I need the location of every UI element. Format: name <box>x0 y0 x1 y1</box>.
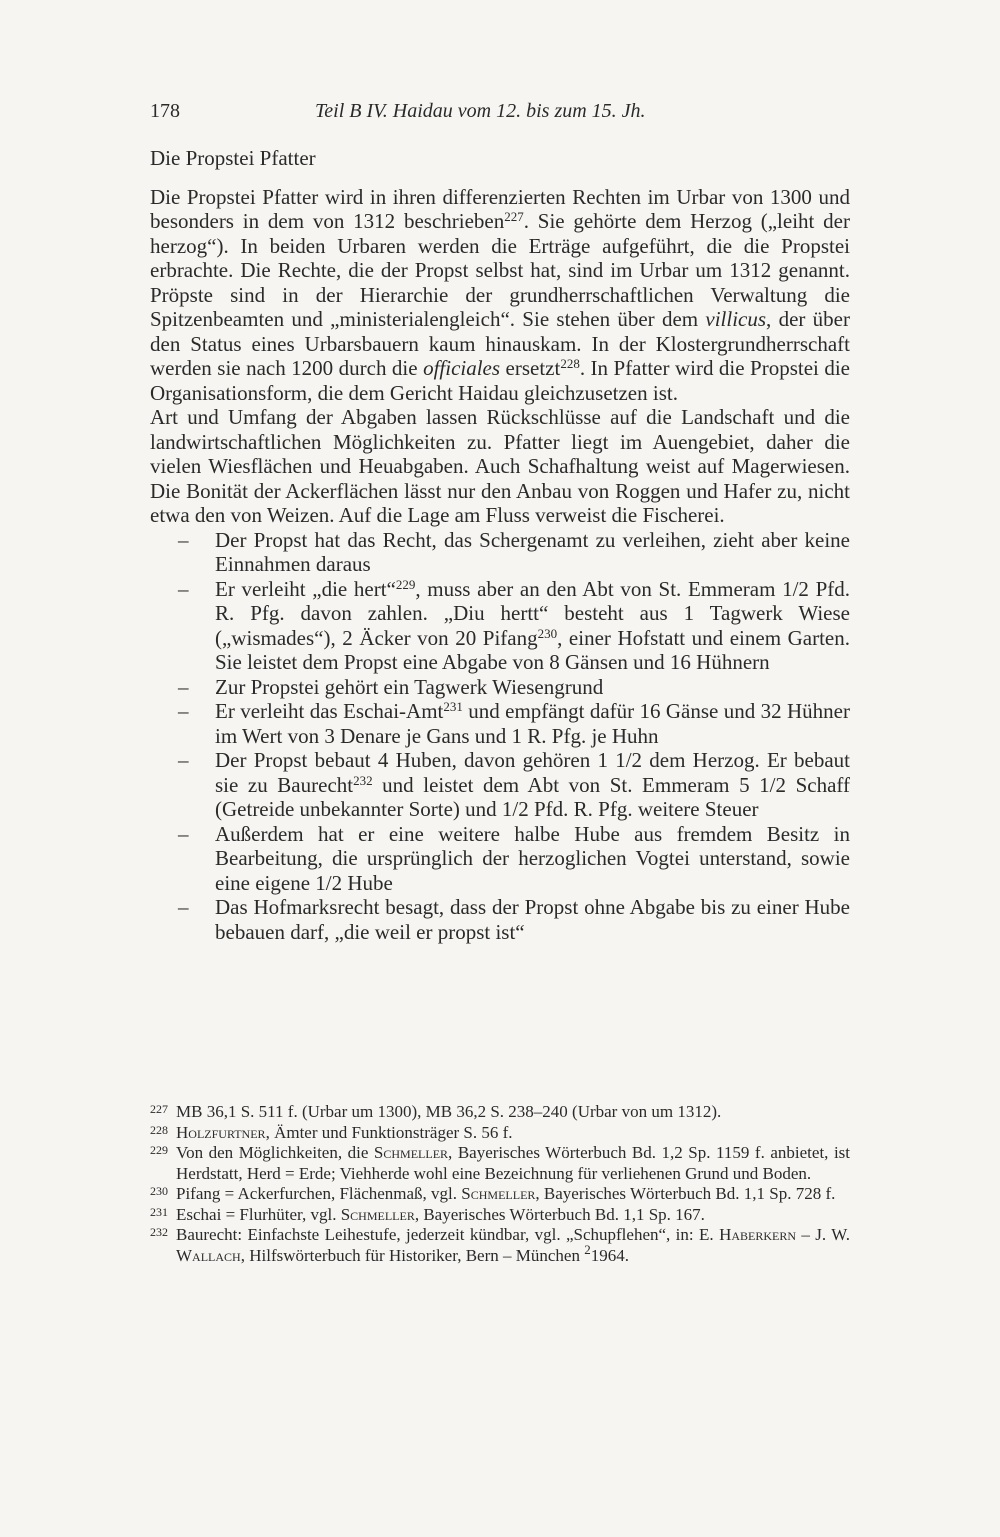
rights-list <box>150 528 850 945</box>
footnote-228: 228 Holzfurtner, Ämter und Funktionsträger S. 56 f. <box>150 1122 513 1142</box>
footnote-ref-227: 227 <box>504 209 524 224</box>
footnote-227: 227 MB 36,1 S. 511 f. (Urbar um 1300), MB 36,2 S. 238–240 (Urbar von um 1312). <box>150 1102 722 1121</box>
list-item: – Der Propst bebaut 4 Huben, davon gehören 1 1/2 dem Herzog. Er bebaut sie zu Baurecht$^{232}$ und leistet dem Abt von St. Emmeram 5 1/2 Schaff (Getreide unbekannter Sorte) und 1/2 Pfd. R. Pfg. weitere Steuer <box>150 748 850 822</box>
footnote-ref-229: 229 <box>395 576 416 592</box>
list-item: – Das Hofmarksrecht besagt, dass der Propst ohne Abgabe bis zu einer Hube bebauen darf, „die weil er propst ist“ <box>150 895 850 944</box>
footnote-ref-232: 232 <box>353 772 373 788</box>
term-villicus: villicus <box>705 307 767 331</box>
main-text <box>150 146 850 944</box>
footnotes <box>150 1102 850 1266</box>
footnote-ref-230: 230 <box>537 625 558 641</box>
footnote-230: 230 Pifang = Ackerfurchen, Flächenmaß, vgl. Schmeller, Bayerisches Wörterbuch Bd. 1,1 Sp. 728 f. <box>150 1184 836 1203</box>
list-item: – Er verleiht „die hert“$^{229}$, muss aber an den Abt von St. Emmeram 1/2 Pfd. R. Pfg. davon zahlen. „Diu hertt“ besteht aus 1 Tagwerk Wiese („wismades“), 2 Äcker von 20 Pifang$^{230}$, einer Hofstatt und einem Garten. Sie leistet dem Propst eine Abgabe von 8 Gänsen und 16 Hühnern <box>150 577 850 675</box>
running-title: Teil B IV. Haidau vom 12. bis zum 15. Jh. <box>315 100 646 122</box>
list-item: – Zur Propstei gehört ein Tagwerk Wiesengrund <box>150 675 850 700</box>
list-item: – Der Propst hat das Recht, das Schergenamt zu verleihen, zieht aber keine Einnahmen daraus <box>150 528 850 577</box>
paragraph-2: Art und Umfang der Abgaben lassen Rückschlüsse auf die Landschaft und die landwirtschaftlichen Möglichkeiten zu. Pfatter liegt im Auengebiet, daher die vielen Wiesflächen und Heuabgaben. Auch Schafhaltung weist auf Magerwiesen. Die Bonität der Ackerflächen lässt nur den Anbau von Roggen und Hafer zu, nicht etwa den von Weizen. Auf die Lage am Fluss verweist die Fischerei. <box>150 405 850 527</box>
list-item: – Er verleiht das Eschai-Amt$^{231}$ und empfängt dafür 16 Gänse und 32 Hühner im Wert von 3 Denare je Gans und 1 R. Pfg. je Huhn <box>150 699 850 748</box>
page-number: 178 <box>150 100 180 122</box>
paragraph-1: Die Propstei Pfatter wird in ihren differenzierten Rechten im Urbar von 1300 und besonders in dem von 1312 beschrieben$^{227}$. Sie gehörte dem Herzog („leiht der herzog“). In beiden Urbaren werden die Erträge aufgeführt, die die Propstei erbrachte. Die Rechte, die der Propst selbst hat, sind im Urbar um 1312 genannt. Pröpste sind in der Hierarchie der grundherrschaftlichen Verwaltung die Spitzenbeamten und „ministerialengleich“. Sie stehen über dem villicus, der über den Status eines Urbarsbauern kaum hinauskam. In der Klostergrundherrschaft werden sie nach 1200 durch die officiales ersetzt$^{228}$. In Pfatter wird die Propstei die Organisationsform, die dem Gericht Haidau gleichzusetzen ist. <box>150 184 850 405</box>
footnote-231: 231 Eschai = Flurhüter, vgl. Schmeller, Bayerisches Wörterbuch Bd. 1,1 Sp. 167. <box>150 1204 705 1224</box>
edition-number: 2 <box>584 1241 591 1257</box>
page-header <box>150 100 850 130</box>
footnote-ref-231: 231 <box>443 699 463 714</box>
footnote-232: 232 Baurecht: Einfachste Leihestufe, jederzeit kündbar, vgl. „Schupflehen“, in: E. Haberkern – J. W. Wallach, Hilfswörterbuch für Historiker, Bern – München $^2$1964. <box>150 1225 851 1265</box>
footnote-229: 229 Von den Möglichkeiten, die Schmeller, Bayerisches Wörterbuch Bd. 1,2 Sp. 1159 f. anbietet, ist Herdstatt, Herd = Erde; Viehherde wohl eine Bezeichnung für verliehenen Grund und Boden. <box>150 1143 851 1183</box>
section-title: Die Propstei Pfatter <box>150 146 316 170</box>
footnote-ref-228: 228 <box>560 356 580 371</box>
list-item: – Außerdem hat er eine weitere halbe Hube aus fremdem Besitz in Bearbeitung, die ursprünglich der herzoglichen Vogtei unterstand, sowie eine eigene 1/2 Hube <box>150 822 850 896</box>
term-officiales: officiales <box>423 356 501 380</box>
